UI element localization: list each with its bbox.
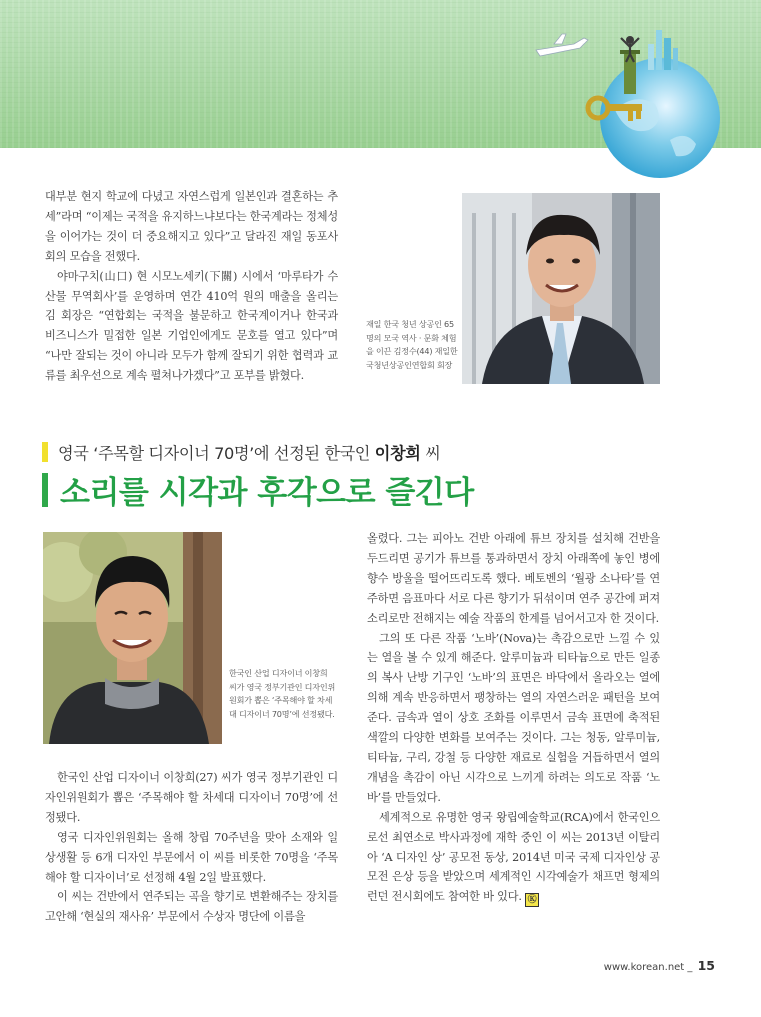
paragraph: 대부분 현지 학교에 다녔고 자연스럽게 일본인과 결혼하는 추세”라며 “이제는 국적을 유지하느냐보다는 한국계라는 정체성을 이어가는 것이 더 중요해지고 있다”고 달라진 재일 동포사회의 모습을 전했다. (45, 190, 338, 263)
left-column (45, 768, 338, 927)
top-column (45, 187, 338, 386)
paragraph: 영국 디자인위원회는 올해 창립 70주년을 맞아 소재와 일상생활 등 6개 디자인 부문에서 이 씨를 비롯한 70명을 ‘주목해야 할 디자이너’로 선정해 4월 2일 발표했다. (45, 830, 338, 884)
subhead-suffix: 씨 (420, 444, 441, 463)
subhead-name: 이창희 (374, 444, 421, 463)
paragraph: 야마구치(山口) 현 시모노세키(下關) 시에서 ‘마루타가 수산물 무역회사’를 운영하며 연간 410억 원의 매출을 올리는 김 회장은 “연합회는 국적을 불문하고 한국계이거나 한국과 비즈니스가 밀접한 일본 기업인에게도 문호를 열고 있다”며 “나만 잘되는 것이 아니라 모두가 함께 잘되기 위한 협력과 교류를 최우선으로 계속 펼쳐나가겠다”고 포부를 밝혔다. (45, 269, 338, 383)
paragraph: 이 씨는 건반에서 연주되는 곡을 향기로 변환해주는 장치를 고안해 ‘현실의 재사유’ 부문에서 수상자 명단에 이름을 (45, 890, 338, 924)
paragraph-text: 세계적으로 유명한 영국 왕립예술학교(RCA)에서 한국인으로선 최연소로 박사과정에 재학 중인 이 씨는 2013년 이탈리아 ‘A 디자인 상’ 공모전 동상, 2014년 미국 국제 디자인상 공모전 은상 등을 받았으며 세계적인 시각예술가 채프먼 형제의 런던 전시회에도 참여한 바 있다. (367, 810, 660, 904)
end-mark-icon: Ⓚ (525, 893, 539, 907)
paragraph: 한국인 산업 디자이너 이창희(27) 씨가 영국 정부기관인 디자인위원회가 뽑은 ‘주목해야 할 차세대 디자이너 70명’에 선정됐다. (45, 771, 338, 824)
subhead-text: 영국 ‘주목할 디자이너 70명’에 선정된 한국인 (58, 444, 375, 463)
paragraph: 그의 또 다른 작품 ‘노바’(Nova)는 촉감으로만 느낄 수 있는 열을 볼 수 있게 해준다. 알루미늄과 티타늄으로 만든 일종의 복사 난방 기구인 ‘노바’의 표면은 바닥에서 올라오는 열에 의해 계속 반응하면서 팽창하는 열의 자연스러운 패턴을 보여준다. 금속과 열이 상호 조화를 이루면서 금속 표면에 축적된 색깔의 다양한 변화를 보여주는 것이다. 그는 청동, 알루미늄, 티타늄, 구리, 강철 등 다양한 재료로 실험을 거듭하면서 열의 개념을 촉감이 아닌 시각으로 느끼게 하려는 의도로 작품 ‘노바’를 만들었다. (367, 631, 660, 804)
portrait-photo-businessman (462, 193, 660, 384)
page-footer (604, 958, 715, 973)
article-headline: 소리를 시각과 후각으로 즐긴다 (60, 475, 474, 511)
section-subheading (58, 440, 441, 464)
portrait-photo-designer (43, 532, 222, 744)
footer-separator: _ (684, 962, 696, 973)
page-number: 15 (697, 958, 715, 973)
globe-illustration (520, 0, 761, 200)
photo-caption: 재일 한국 청년 상공인 65명의 모국 역사 · 문화 체험을 이끈 김정수(44) 재일한국청년상공인연합회 회장 (366, 319, 458, 370)
photo-caption: 한국인 산업 디자이너 이창희 씨가 영국 정부기관인 디자인위원회가 뽑은 ‘주목해야 할 차세대 디자이너 70명’에 선정됐다. (229, 668, 336, 719)
paragraph (367, 808, 660, 908)
headline-accent-bar (42, 473, 48, 507)
right-column (367, 529, 660, 907)
paragraph: 올렸다. 그는 피아노 건반 아래에 튜브 장치를 설치해 건반을 두드리면 공기가 튜브를 통과하면서 장치 아래쪽에 놓인 병에 향수 방울을 떨어뜨리도록 했다. 베토벤의 ‘월광 소나타’를 연주하면 음표마다 서로 다른 향기가 뒤섞이며 연주 공간에 퍼져 소리로만 전해지는 예술 작품의 한계를 넘어서고자 한 것이다. (367, 532, 660, 625)
footer-site: www.korean.net (603, 962, 685, 973)
subhead-accent-bar (42, 442, 48, 462)
